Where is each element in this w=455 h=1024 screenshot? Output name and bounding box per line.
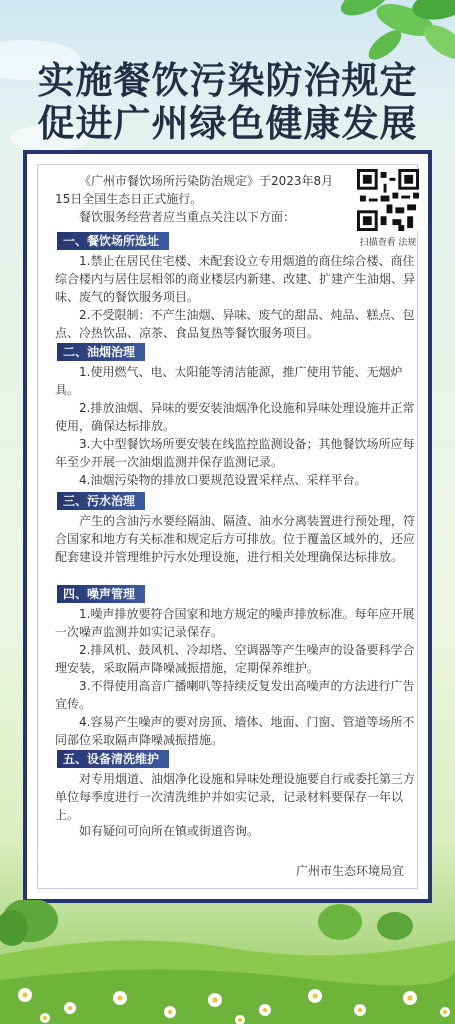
- section-paragraph: 对专用烟道、油烟净化设施和异味处理设施要自行或委托第三方单位每季度进行一次清洗维护并如实记录，记录材料要保存一年以上。: [55, 772, 416, 822]
- section-paragraph: 1.噪声排放要符合国家和地方规定的噪声排放标准。每年应开展一次噪声监测并如实记录保存。: [55, 607, 415, 639]
- section-heading: 三、污水治理: [57, 492, 145, 510]
- section-heading: 四、噪声管理: [57, 585, 145, 603]
- closing-note: 如有疑问可向所在镇或街道咨询。: [79, 824, 260, 838]
- section-heading: 五、设备清洗维护: [57, 750, 169, 768]
- page-title-line1: 实施餐饮污染防治规定: [37, 58, 418, 102]
- section-paragraph: 1.禁止在居民住宅楼、未配套设立专用烟道的商住综合楼、商住综合楼内与居住层相邻的商业楼层内新建、改建、扩建产生油烟、异味、废气的餐饮服务项目。: [55, 254, 416, 304]
- page-title-line2: 促进广州绿色健康发展: [37, 101, 418, 145]
- section-paragraph: 1.使用燃气、电、太阳能等清洁能源，推广使用节能、无烟炉具。: [55, 365, 403, 397]
- section-paragraph: 2.排风机、鼓风机、冷却塔、空调器等产生噪声的设备要科学合理安装，采取隔声降噪减振措施，定期保养维护。: [55, 643, 415, 675]
- section-paragraph: 3.不得使用高音广播喇叭等持续反复发出高噪声的方法进行广告宣传。: [55, 679, 415, 711]
- section-paragraph: 产生的含油污水要经隔油、隔渣、油水分离装置进行预处理，符合国家和地方有关标准和规定后方可排放。位于覆盖区域外的，还应配套建设并管理维护污水处理设施，进行相关处理确保达标排放。: [55, 514, 416, 564]
- content-panel: [23, 150, 432, 903]
- intro-paragraph: 餐饮服务经营者应当重点关注以下方面：: [79, 210, 296, 224]
- section-heading: 二、油烟治理: [57, 343, 145, 361]
- section-paragraph: 4.容易产生噪声的要对房顶、墙体、地面、门窗、管道等场所不同部位采取隔声降噪减振措施。: [55, 715, 415, 747]
- section-paragraph: 2.排放油烟、异味的要安装油烟净化设施和异味处理设施并正常使用，确保达标排放。: [55, 401, 415, 433]
- intro-paragraph: 《广州市餐饮场所污染防治规定》于2023年8月15日全国生态日正式施行。: [55, 174, 334, 206]
- qr-label: 扫描查看 法规: [359, 238, 417, 248]
- meadow-decoration: [0, 900, 455, 1024]
- signature: 广州市生态环境局宣: [295, 864, 404, 878]
- section-paragraph: 2.不受限制：不产生油烟、异味、废气的甜品、炖品、糕点、包点、冷热饮品、凉茶、食品复热等餐饮服务项目。: [55, 308, 415, 340]
- section-paragraph: 3.大中型餐饮场所要安装在线监控监测设备；其他餐饮场所应每年至少开展一次油烟监测并保存监测记录。: [55, 437, 415, 469]
- section-heading: 一、餐饮场所选址: [57, 232, 169, 250]
- qr-code-icon[interactable]: [357, 169, 419, 231]
- section-paragraph: 4.油烟污染物的排放口要规范设置采样点、采样平台。: [79, 473, 367, 487]
